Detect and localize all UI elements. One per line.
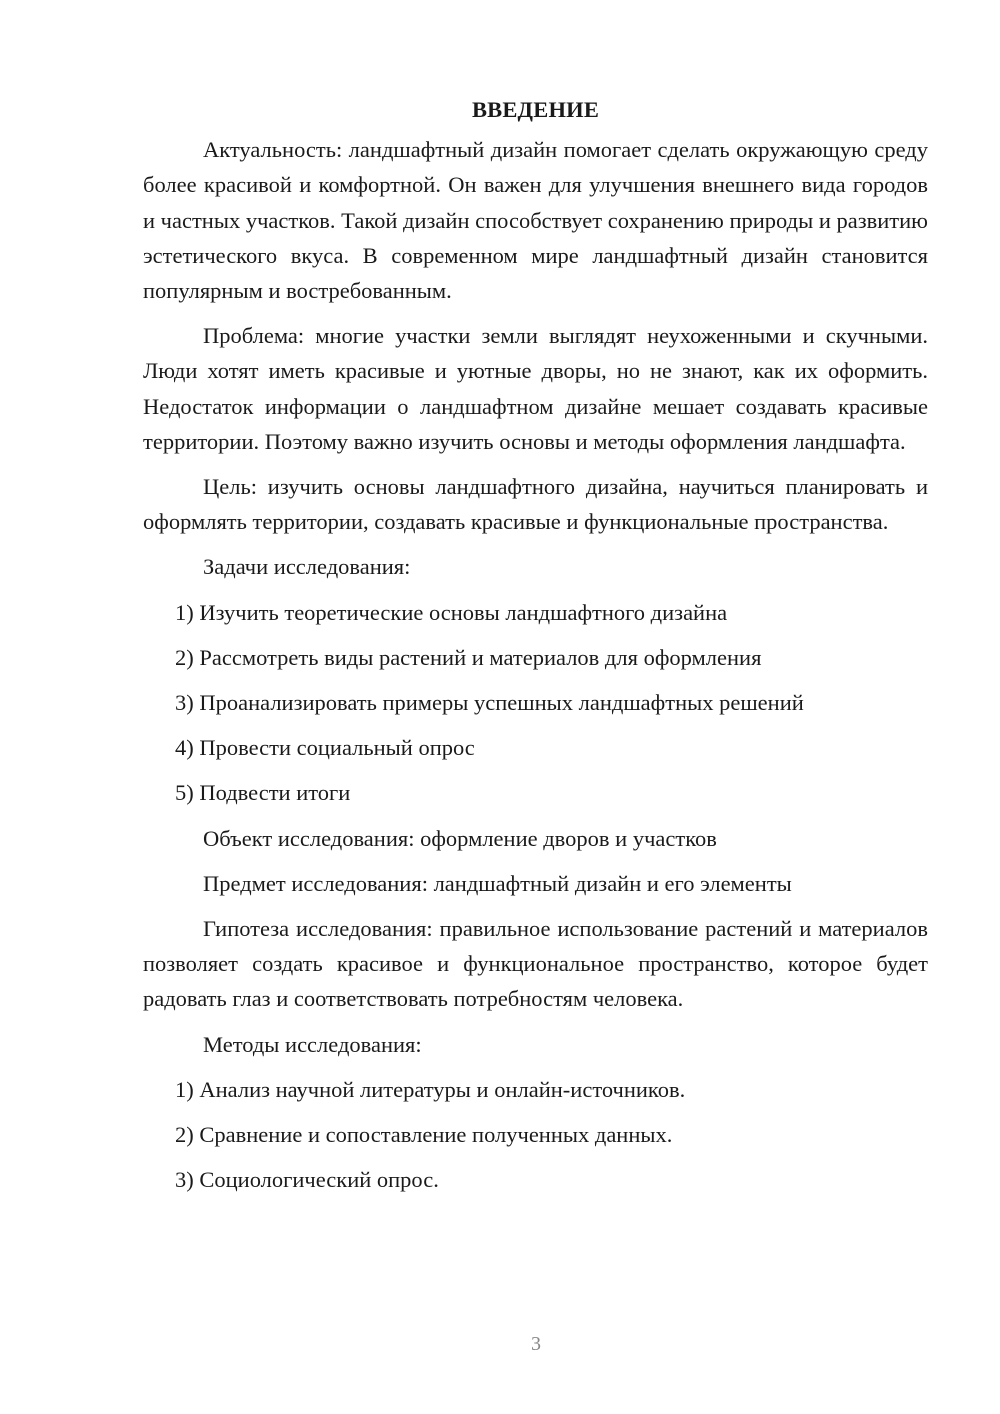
task-item: 2) Рассмотреть виды растений и материалов для оформления	[175, 644, 762, 670]
task-item: 1) Изучить теоретические основы ландшафтного дизайна	[175, 599, 728, 625]
hypothesis-paragraph: Гипотеза исследования: правильное использование растений и материалов позволяет создать красивое и функциональное пространство, которое будет радовать глаз и соответствовать потребностям человека.	[143, 916, 928, 1012]
subject-line: Предмет исследования: ландшафтный дизайн и его элементы	[203, 870, 792, 896]
method-item: 3) Социологический опрос.	[175, 1167, 439, 1193]
method-item: 2) Сравнение и сопоставление полученных данных.	[175, 1122, 673, 1148]
page-number: 3	[531, 1333, 541, 1355]
problem-paragraph: Проблема: многие участки земли выглядят неухоженными и скучными. Люди хотят иметь красивые и уютные дворы, но не знают, как их оформить. Недостаток информации о ландшафтном дизайне мешает создавать красивые территории. Поэтому важно изучить основы и методы оформления ландшафта.	[143, 323, 928, 454]
object-line: Объект исследования: оформление дворов и участков	[203, 825, 717, 851]
goal-paragraph: Цель: изучить основы ландшафтного дизайна, научиться планировать и оформлять территории, создавать красивые и функциональные пространства.	[143, 474, 928, 535]
tasks-heading: Задачи исследования:	[203, 554, 411, 580]
task-item: 4) Провести социальный опрос	[175, 735, 475, 761]
relevance-paragraph: Актуальность: ландшафтный дизайн помогает сделать окружающую среду более красивой и комфортной. Он важен для улучшения внешнего вида городов и частных участков. Такой дизайн способствует сохранению природы и развитию эстетического вкуса. В современном мире ландшафтный дизайн становится популярным и востребованным.	[143, 137, 928, 304]
method-item: 1) Анализ научной литературы и онлайн-источников.	[175, 1076, 686, 1102]
page-title: ВВЕДЕНИЕ	[471, 97, 600, 122]
methods-heading: Методы исследования:	[203, 1031, 422, 1057]
task-item: 5) Подвести итоги	[175, 780, 351, 806]
methods-list	[143, 1072, 928, 1198]
document-page	[143, 92, 928, 1207]
tasks-list	[143, 595, 928, 811]
task-item: 3) Проанализировать примеры успешных ландшафтных решений	[175, 690, 804, 716]
